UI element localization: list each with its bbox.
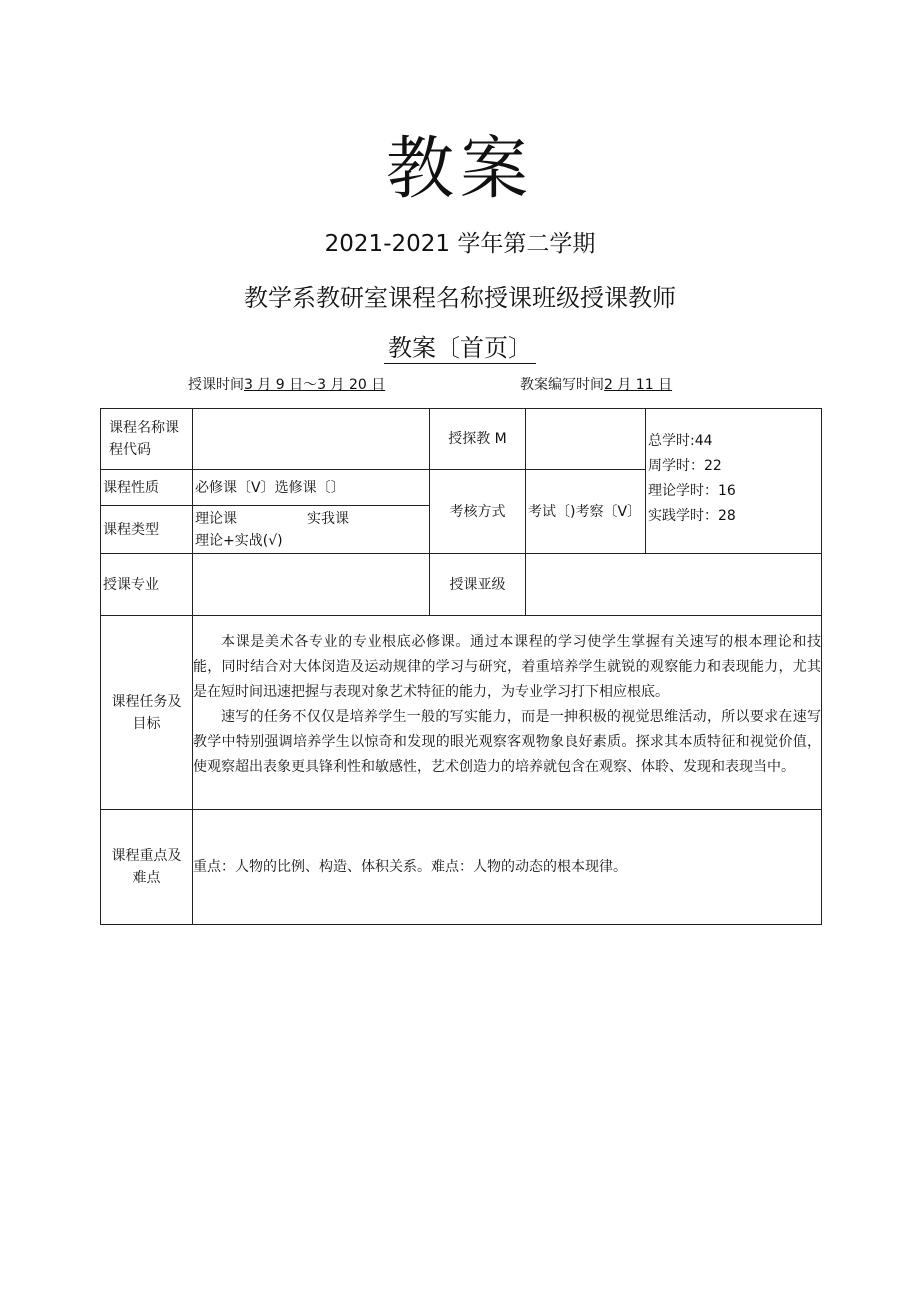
course-type-line-1: 理论课 实我课 <box>195 510 349 527</box>
course-type-label: 课程类型 <box>101 506 193 554</box>
teach-time <box>188 375 385 395</box>
teach-time-label: 授课时间 <box>188 377 244 393</box>
teach-time-value: 3 月 9 日～3 月 20 日 <box>244 377 386 393</box>
academic-term: 2021-2021 学年第二学期 <box>324 231 596 257</box>
hours-cell <box>646 409 822 554</box>
weekly-hours: 周学时：22 <box>648 458 722 474</box>
theory-hours: 理论学时：16 <box>648 483 736 499</box>
goal-label: 课程任务及目标 <box>101 616 193 810</box>
course-type-value <box>193 506 430 554</box>
major-label: 授课专业 <box>101 554 193 616</box>
course-type-line-2: 理论+实战(√) <box>195 532 283 549</box>
page-subtitle-text: 教案〔首页〕 <box>384 334 536 364</box>
table-row <box>101 810 822 925</box>
course-name-label: 课程名称课程代码 <box>101 409 193 470</box>
course-nature-label: 课程性质 <box>101 470 193 506</box>
practice-hours: 实践学时：28 <box>648 508 736 524</box>
teacher-value <box>526 409 646 470</box>
table-row <box>101 409 822 470</box>
goal-paragraph-2: 速写的任务不仅仅是培养学生一般的写实能力，而是一抻积极的视觉思维活动，所以要求在速写教学中特别强调培养学生以惊奇和发现的眼光观察客观物象良好素质。探求其本质特征和视觉价值，使观察超出表象更具锋利性和敏感性，艺术创造力的培养就包含在观察、体聆、发现和表现当中。 <box>193 709 821 775</box>
grade-value <box>526 554 822 616</box>
table-row <box>101 616 822 810</box>
page-subtitle <box>0 331 920 365</box>
write-time-value: 2 月 11 日 <box>604 377 673 393</box>
course-nature-value: 必修课〔V〕选修课〔〕 <box>193 470 430 506</box>
focus-value: 重点：人物的比例、构造、体积关系。难点：人物的动态的根本现律。 <box>193 810 822 925</box>
assessment-label: 考核方式 <box>430 470 526 554</box>
goal-content <box>193 616 822 810</box>
assessment-value: 考试〔)考察〔V〕 <box>526 470 646 554</box>
goal-paragraph-1: 本课是美术各专业的专业根底必修课。通过本课程的学习使学生掌握有关速写的根本理论和技能，同时结合对大体闵造及运动规律的学习与研究，着重培养学生就锐的观察能力和表现能力，尤其是在短时间迅速把握与表现对象艺术特征的能力，为专业学习打下相应根底。 <box>193 634 821 700</box>
major-value <box>193 554 430 616</box>
teacher-label: 授探教 M <box>430 409 526 470</box>
write-time-label: 教案编写时间 <box>520 377 604 393</box>
write-time <box>520 375 672 395</box>
course-name-value <box>193 409 430 470</box>
document-title: 教案 <box>385 130 534 209</box>
department-line: 教学系教研室课程名称授课班级授课教师 <box>244 284 676 312</box>
total-hours: 总学时:44 <box>648 433 713 449</box>
grade-label: 授课亚级 <box>430 554 526 616</box>
focus-label: 课程重点及难点 <box>101 810 193 925</box>
table-row <box>101 554 822 616</box>
course-info-table <box>100 408 822 925</box>
